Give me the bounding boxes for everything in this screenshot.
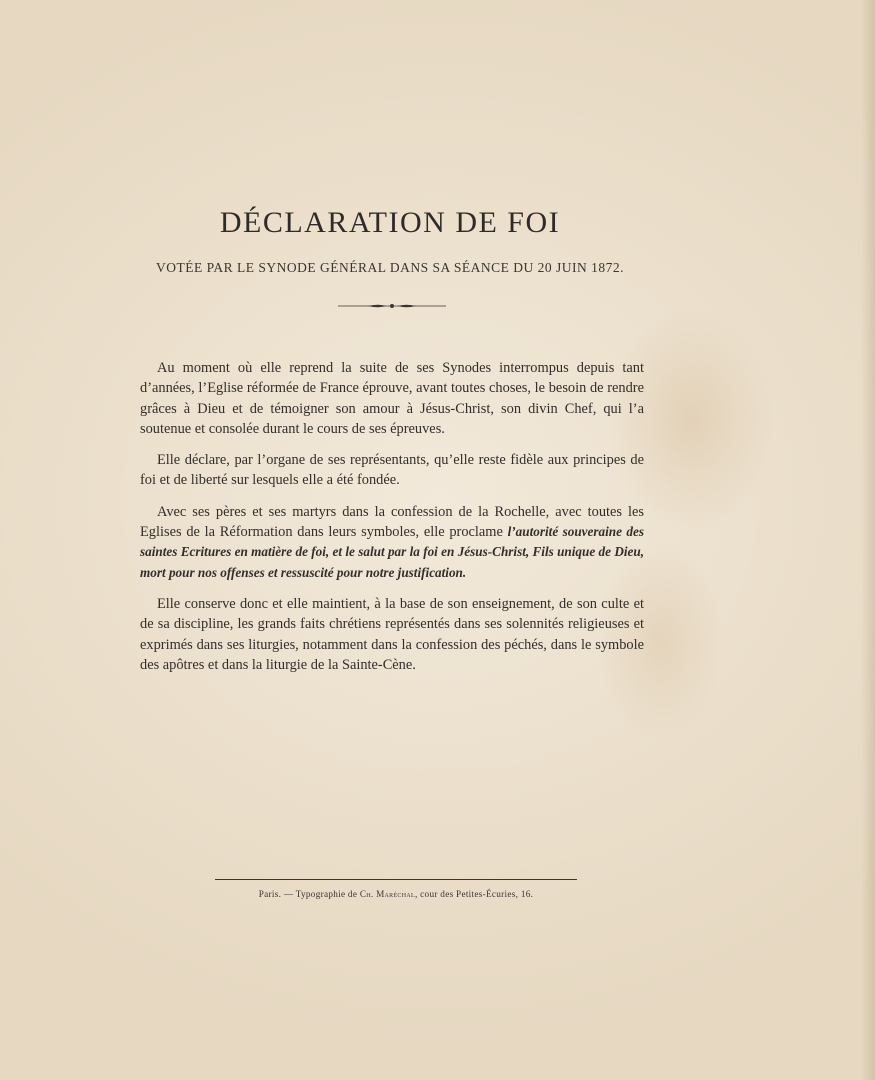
document-title: DÉCLARATION DE FOI xyxy=(219,206,561,239)
imprint-suffix: , cour des Petites-Écuries, 16. xyxy=(414,889,534,899)
paragraph-3 xyxy=(140,502,644,583)
page-edge-shadow xyxy=(861,0,875,1080)
paragraph-1: Au moment où elle reprend la suite de ses Synodes interrompus depuis tant d’années, l’Eglise réformée de France éprouve, avant toutes choses, le besoin de rendre grâces à Dieu et de témoigner son amour à Jésus-Christ, son divin Chef, qui l’a soutenue et consolée durant le cours de ses épreuves. xyxy=(140,360,644,437)
imprint-printer-name: Ch. Maréchal xyxy=(359,889,415,899)
footer-divider xyxy=(215,879,577,880)
ornament-divider-icon xyxy=(338,302,446,310)
printer-imprint xyxy=(215,889,577,899)
paragraph-3-text: Avec ses pères et ses martyrs dans la confession de la Rochelle, avec toutes les Eglises de la Réformation dans leurs symboles, elle proclame xyxy=(140,503,644,541)
document-subtitle: VOTÉE PAR LE SYNODE GÉNÉRAL DANS SA SÉANCE DU 20 JUIN 1872. xyxy=(155,260,624,275)
paragraph-2: Elle déclare, par l’organe de ses représentants, qu’elle reste fidèle aux principes de foi et de liberté sur lesquels elle a été fondée. xyxy=(140,452,644,489)
paragraph-4: Elle conserve donc et elle maintient, à la base de son enseignement, de son culte et de sa discipline, les grands faits chrétiens représentés dans ses solennités religieuses et exprimés dans ses liturgies, notamment dans la confession des péchés, dans le symbole des apôtres et dans la liturgie de la Sainte-Cène. xyxy=(140,595,644,673)
imprint-prefix: Paris. — Typographie de xyxy=(258,889,360,899)
paragraph-3-emphasis: l’autorité souveraine des saintes Ecritures en matière de foi, et le salut par la foi en Jésus-Christ, Fils unique de Dieu, mort pour nos offenses et ressuscité pour notre justification. xyxy=(140,524,644,580)
document-body xyxy=(140,358,644,686)
